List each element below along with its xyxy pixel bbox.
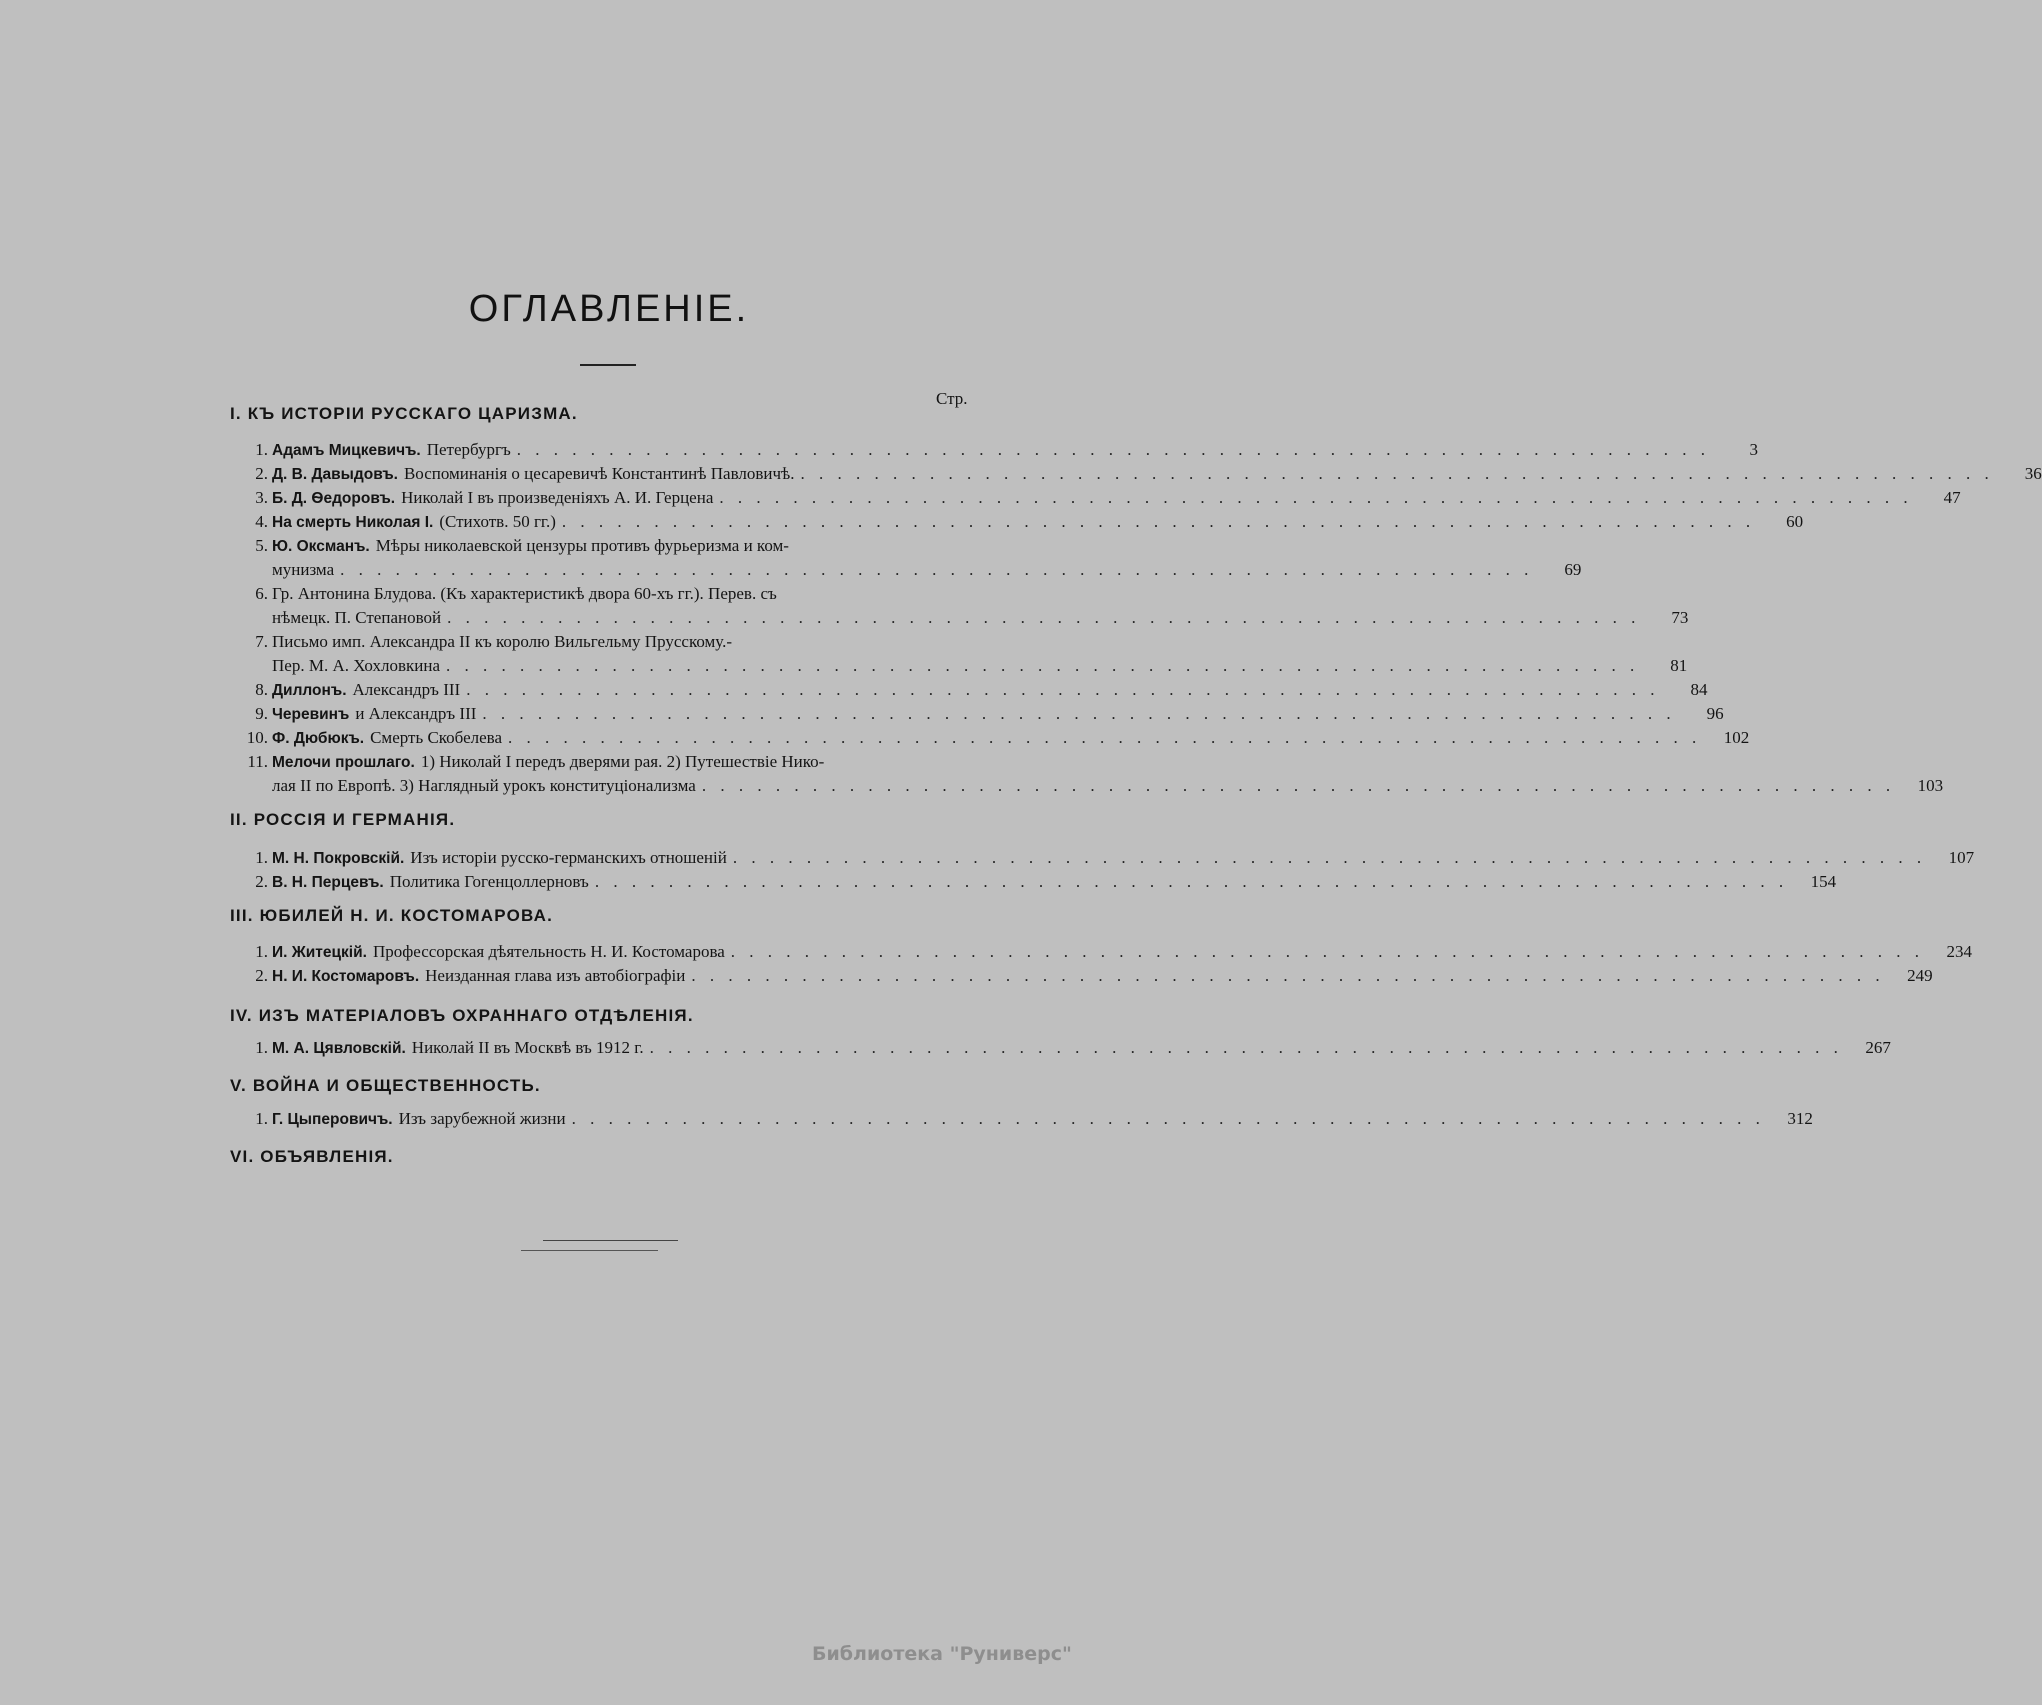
entry-page-number: 312 — [1787, 1109, 1813, 1128]
entry-author: М. Н. Покровскій. — [272, 850, 405, 867]
toc-entry — [228, 630, 974, 654]
entry-page-number: 234 — [1946, 942, 1973, 961]
entry-page-number: 81 — [1670, 656, 1688, 675]
dot-leader: . . . . . . . . . . . . . . . . . . . . . . . . . . . . . . . . . . . . . . . . . . . . . . . . . . . . . . . . . . . . . . . . . — [447, 608, 1641, 627]
entry-title: Гр. Антонина Блудова. (Къ характеристикѣ двора 60-хъ гг.). Перев. съ — [272, 584, 777, 603]
title-rule — [580, 364, 636, 366]
page-title: ОГЛАВЛЕНІЕ. — [468, 288, 750, 330]
entry-title: Мѣры николаевской цензуры противъ фурьеризма и ком- — [375, 536, 789, 555]
entry-number: 9. — [255, 704, 268, 723]
entry-author: М. А. Цявловскій. — [272, 1040, 406, 1057]
toc-entry — [228, 940, 1973, 964]
entry-title: Петербургъ — [426, 440, 511, 459]
dot-leader: . . . . . . . . . . . . . . . . . . . . . . . . . . . . . . . . . . . . . . . . . . . . . . . . . . . . . . . . . . . . . . . . . — [340, 560, 1534, 579]
entry-title: Николай I въ произведеніяхъ А. И. Герцена — [401, 488, 714, 507]
dot-leader: . . . . . . . . . . . . . . . . . . . . . . . . . . . . . . . . . . . . . . . . . . . . . . . . . . . . . . . . . . . . . . . . . — [594, 872, 1789, 891]
entry-line — [272, 1036, 1891, 1061]
entry-author: И. Житецкій. — [272, 944, 367, 961]
dot-leader: . . . . . . . . . . . . . . . . . . . . . . . . . . . . . . . . . . . . . . . . . . . . . . . . . . . . . . . . . . . . . . . . . — [482, 704, 1676, 723]
entry-number: 2. — [255, 872, 268, 891]
entry-number: 10. — [246, 728, 268, 747]
entry-author: Б. Д. Ѳедоровъ. — [272, 490, 396, 507]
entry-line — [272, 438, 1759, 463]
entry-line — [272, 750, 974, 775]
entry-line — [272, 606, 1689, 630]
entry-line — [272, 510, 1804, 535]
entry-number: 1. — [255, 942, 268, 961]
entry-title-continued: нѣмецк. П. Степановой — [272, 608, 442, 627]
entry-title-continued: Пер. М. А. Хохловкина — [272, 656, 441, 675]
dot-leader: . . . . . . . . . . . . . . . . . . . . . . . . . . . . . . . . . . . . . . . . . . . . . . . . . . . . . . . . . . . . . . . . . — [701, 776, 1896, 795]
entry-number: 6. — [255, 584, 268, 603]
entry-number: 1. — [255, 848, 268, 867]
toc-entry — [228, 678, 1708, 702]
entry-line — [272, 534, 974, 559]
section-heading: II. РОССІЯ И ГЕРМАНІЯ. — [230, 810, 456, 829]
entry-title: (Стихотв. 50 гг.) — [439, 512, 556, 531]
toc-entry — [228, 510, 1804, 534]
entry-author: В. Н. Перцевъ. — [272, 874, 384, 891]
toc-entry — [228, 438, 1759, 462]
dot-leader: . . . . . . . . . . . . . . . . . . . . . . . . . . . . . . . . . . . . . . . . . . . . . . . . . . . . . . . . . . . . . . . . . — [800, 464, 1994, 483]
toc-entry — [228, 534, 974, 558]
entry-author: На смерть Николая I. — [272, 514, 434, 531]
dot-leader: . . . . . . . . . . . . . . . . . . . . . . . . . . . . . . . . . . . . . . . . . . . . . . . . . . . . . . . . . . . . . . . . . — [516, 440, 1711, 459]
entry-number: 4. — [255, 512, 268, 531]
toc-entry-continuation — [228, 606, 1689, 630]
toc-entry — [228, 726, 1750, 750]
entry-line — [272, 940, 1973, 965]
entry-number: 2. — [255, 464, 268, 483]
dot-leader: . . . . . . . . . . . . . . . . . . . . . . . . . . . . . . . . . . . . . . . . . . . . . . . . . . . . . . . . . . . . . . . . . — [719, 488, 1913, 507]
entry-line — [272, 630, 974, 654]
entry-page-number: 249 — [1907, 966, 1933, 985]
entry-number: 8. — [255, 680, 268, 699]
toc-entry — [228, 750, 974, 774]
toc-entry — [228, 1107, 1813, 1131]
entry-author: Черевинъ — [272, 706, 350, 723]
entry-page-number: 60 — [1786, 512, 1804, 531]
toc-entry — [228, 846, 1975, 870]
toc-entry-continuation — [228, 774, 1944, 798]
entry-page-number: 36 — [2024, 464, 2042, 483]
entry-page-number: 107 — [1948, 848, 1975, 867]
dot-leader: . . . . . . . . . . . . . . . . . . . . . . . . . . . . . . . . . . . . . . . . . . . . . . . . . . . . . . . . . . . . . . . . . — [508, 728, 1702, 747]
entry-line — [272, 558, 1582, 582]
entry-line — [272, 486, 1961, 511]
entry-number: 5. — [255, 536, 268, 555]
decorative-rule — [543, 1240, 678, 1241]
entry-number: 3. — [255, 488, 268, 507]
entry-author: Н. И. Костомаровъ. — [272, 968, 420, 985]
dot-leader: . . . . . . . . . . . . . . . . . . . . . . . . . . . . . . . . . . . . . . . . . . . . . . . . . . . . . . . . . . . . . . . . . — [466, 680, 1660, 699]
entry-author: Диллонъ. — [272, 682, 347, 699]
entry-line — [272, 678, 1708, 703]
section-heading: III. ЮБИЛЕЙ Н. И. КОСТОМАРОВА. — [230, 906, 554, 925]
entry-title: Неизданная глава изъ автобіографіи — [425, 966, 686, 985]
entry-title: Смерть Скобелева — [370, 728, 503, 747]
toc-entry — [228, 702, 1724, 726]
entry-page-number: 73 — [1671, 608, 1689, 627]
entry-author: Ф. Дюбюкъ. — [272, 730, 365, 747]
dot-leader: . . . . . . . . . . . . . . . . . . . . . . . . . . . . . . . . . . . . . . . . . . . . . . . . . . . . . . . . . . . . . . . . . — [446, 656, 1640, 675]
entry-line — [272, 582, 974, 606]
entry-title: Александръ III — [352, 680, 461, 699]
entry-page-number: 84 — [1690, 680, 1708, 699]
entry-author: Адамъ Мицкевичъ. — [272, 442, 421, 459]
toc-entry — [228, 486, 1961, 510]
entry-title: Изъ исторіи русско-германскихъ отношеній — [410, 848, 727, 867]
entry-number: 1. — [255, 1109, 268, 1128]
entry-title: и Александръ III — [355, 704, 477, 723]
entry-line — [272, 462, 2042, 487]
section-heading: I. КЪ ИСТОРІИ РУССКАГО ЦАРИЗМА. — [230, 404, 578, 423]
dot-leader: . . . . . . . . . . . . . . . . . . . . . . . . . . . . . . . . . . . . . . . . . . . . . . . . . . . . . . . . . . . . . . . . . — [561, 512, 1756, 531]
entry-number: 11. — [247, 752, 268, 771]
entry-number: 7. — [255, 632, 268, 651]
entry-line — [272, 702, 1724, 727]
entry-title-continued: мунизма — [272, 560, 335, 579]
entry-page-number: 267 — [1865, 1038, 1891, 1057]
toc-entry — [228, 964, 1933, 988]
entry-title: Политика Гогенцоллерновъ — [389, 872, 589, 891]
entry-number: 2. — [255, 966, 268, 985]
toc-entry — [228, 582, 974, 606]
entry-number: 1. — [255, 1038, 268, 1057]
entry-page-number: 103 — [1917, 776, 1944, 795]
entry-author: Г. Цыперовичъ. — [272, 1111, 393, 1128]
entry-author: Ю. Оксманъ. — [272, 538, 370, 555]
entry-page-number: 96 — [1706, 704, 1724, 723]
toc-entry — [228, 1036, 1891, 1060]
entry-line — [272, 1107, 1813, 1132]
entry-page-number: 102 — [1723, 728, 1750, 747]
entry-page-number: 69 — [1564, 560, 1582, 579]
entry-line — [272, 870, 1837, 895]
entry-title: Письмо имп. Александра II къ королю Вильгельму Прусскому.- — [272, 632, 732, 651]
library-watermark: Библиотека "Руниверс" — [812, 1643, 1072, 1665]
entry-line — [272, 846, 1975, 871]
dot-leader: . . . . . . . . . . . . . . . . . . . . . . . . . . . . . . . . . . . . . . . . . . . . . . . . . . . . . . . . . . . . . . . . . — [571, 1109, 1765, 1128]
entry-author: Д. В. Давыдовъ. — [272, 466, 398, 483]
dot-leader: . . . . . . . . . . . . . . . . . . . . . . . . . . . . . . . . . . . . . . . . . . . . . . . . . . . . . . . . . . . . . . . . . — [732, 848, 1927, 867]
toc-entry — [228, 462, 2042, 486]
entry-line — [272, 964, 1933, 989]
entry-title: Профессорская дѣятельность Н. И. Костомарова — [372, 942, 725, 961]
entry-line — [272, 726, 1750, 751]
dot-leader: . . . . . . . . . . . . . . . . . . . . . . . . . . . . . . . . . . . . . . . . . . . . . . . . . . . . . . . . . . . . . . . . . — [730, 942, 1925, 961]
section-heading: IV. ИЗЪ МАТЕРІАЛОВЪ ОХРАННАГО ОТДѢЛЕНІЯ. — [230, 1006, 694, 1025]
toc-entry-continuation — [228, 558, 1582, 582]
entry-title-continued: лая II по Европѣ. 3) Наглядный урокъ конституціонализма — [272, 776, 696, 795]
dot-leader: . . . . . . . . . . . . . . . . . . . . . . . . . . . . . . . . . . . . . . . . . . . . . . . . . . . . . . . . . . . . . . . . . — [649, 1038, 1843, 1057]
entry-title: Изъ зарубежной жизни — [398, 1109, 566, 1128]
entry-page-number: 3 — [1749, 440, 1759, 459]
entry-title: 1) Николай I передъ дверями рая. 2) Путешествіе Нико- — [420, 752, 825, 771]
section-heading: V. ВОЙНА И ОБЩЕСТВЕННОСТЬ. — [230, 1076, 541, 1095]
section-heading: VI. ОБЪЯВЛЕНІЯ. — [230, 1147, 394, 1166]
decorative-rule — [521, 1250, 658, 1251]
entry-line — [272, 774, 1944, 798]
entry-number: 1. — [255, 440, 268, 459]
dot-leader: . . . . . . . . . . . . . . . . . . . . . . . . . . . . . . . . . . . . . . . . . . . . . . . . . . . . . . . . . . . . . . . . . — [691, 966, 1885, 985]
entry-line — [272, 654, 1688, 678]
page-column-header: Стр. — [936, 389, 968, 408]
entry-author: Мелочи прошлаго. — [272, 754, 415, 771]
toc-entry-continuation — [228, 654, 1688, 678]
entry-page-number: 47 — [1943, 488, 1961, 507]
toc-entry — [228, 870, 1837, 894]
entry-title: Воспоминанія о цесаревичѣ Константинѣ Павловичѣ. — [403, 464, 795, 483]
entry-title: Николай II въ Москвѣ въ 1912 г. — [411, 1038, 644, 1057]
entry-page-number: 154 — [1810, 872, 1837, 891]
